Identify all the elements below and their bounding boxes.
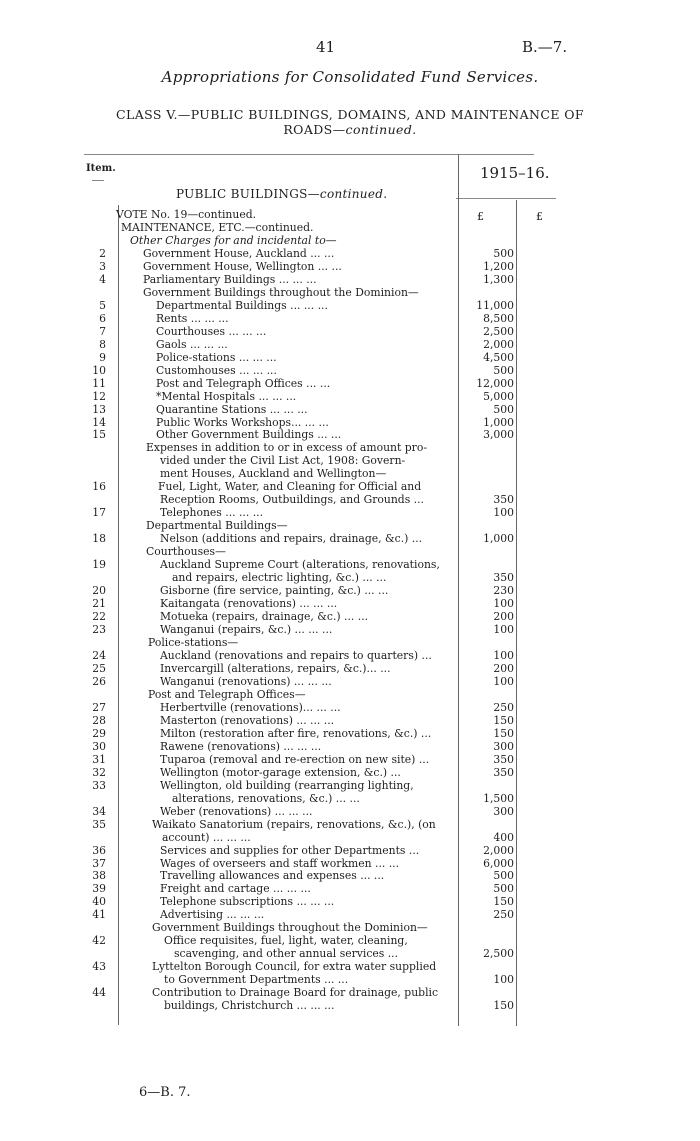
item-amount: 100 [493, 623, 514, 637]
item-amount: 350 [493, 571, 514, 585]
table-row [0, 533, 700, 545]
item-description: Gaols ... ... ... [156, 337, 228, 351]
table-row [0, 274, 700, 286]
item-description: Government Buildings throughout the Dominion— [152, 921, 428, 935]
item-number: 38 [92, 869, 106, 883]
table-row [0, 767, 700, 779]
table-row [0, 546, 700, 558]
table-row [0, 637, 700, 649]
table-row [0, 378, 700, 390]
section-heading [176, 187, 387, 201]
table-row [0, 611, 700, 623]
table-row [0, 806, 700, 818]
item-description: Weber (renovations) ... ... ... [160, 804, 313, 818]
item-amount: 150 [493, 999, 514, 1013]
item-number: 15 [92, 428, 106, 442]
page-number: 41 [316, 38, 336, 56]
item-amount: 1,000 [483, 415, 514, 429]
table-row [0, 494, 700, 506]
table-row [0, 481, 700, 493]
table-row [0, 624, 700, 636]
item-description: Wanganui (repairs, &c.) ... ... ... [160, 623, 333, 637]
table-row [0, 741, 700, 753]
item-number: 24 [92, 648, 106, 662]
table-row [0, 429, 700, 441]
item-amount: 2,500 [483, 324, 514, 338]
item-amount: 6,000 [483, 856, 514, 870]
item-amount: 250 [493, 700, 514, 714]
item-amount: 100 [493, 648, 514, 662]
item-description: MAINTENANCE, ETC.—continued. [121, 220, 314, 234]
year-column-header: 1915–16. [480, 164, 550, 182]
section-heading-suffix: continued. [319, 187, 388, 201]
table-row [0, 520, 700, 532]
item-description: Wages of overseers and staff workmen ... ... [160, 856, 400, 870]
item-description: Lyttelton Borough Council, for extra water supplied [152, 960, 437, 974]
item-number: 2 [99, 246, 106, 260]
page-title: Appropriations for Consolidated Fund Services. [161, 68, 539, 86]
item-number: 13 [92, 402, 106, 416]
item-description: Government House, Wellington ... ... [143, 259, 342, 273]
item-description: Other Charges for and incidental to— [130, 233, 337, 247]
table-row [0, 326, 700, 338]
item-description: Office requisites, fuel, light, water, cleaning, [164, 934, 408, 948]
item-description: Customhouses ... ... ... [156, 363, 277, 377]
item-description: Wanganui (renovations) ... ... ... [160, 674, 332, 688]
item-amount: 500 [493, 402, 514, 416]
item-amount: 1,500 [483, 791, 514, 805]
item-number: 12 [92, 389, 106, 403]
item-description: and repairs, electric lighting, &c.) ... ... [172, 571, 387, 585]
item-amount: 150 [493, 726, 514, 740]
item-number: 35 [92, 817, 106, 831]
item-description: Milton (restoration after fire, renovations, &c.) ... [160, 726, 432, 740]
item-number: 4 [99, 272, 106, 286]
item-column-header: Item. [86, 163, 116, 174]
item-number: 30 [92, 739, 106, 753]
table-row [0, 442, 700, 454]
item-description: Advertising ... ... ... [160, 908, 265, 922]
table-row [0, 922, 700, 934]
item-number: 25 [92, 661, 106, 675]
item-amount: 200 [493, 661, 514, 675]
item-description: Reception Rooms, Outbuildings, and Grounds ... [160, 493, 424, 507]
table-row [0, 858, 700, 870]
item-amount: 4,500 [483, 350, 514, 364]
item-description: VOTE No. 19—continued. [116, 208, 257, 221]
item-number: 36 [92, 843, 106, 857]
item-number: 11 [92, 376, 106, 390]
item-number: 41 [92, 908, 106, 922]
class-heading: CLASS V.—PUBLIC BUILDINGS, DOMAINS, AND MAINTENANCE OF [116, 107, 584, 122]
item-amount: 100 [493, 506, 514, 520]
item-number: 6 [99, 311, 106, 325]
item-number: 17 [92, 506, 106, 520]
item-amount: 2,500 [483, 947, 514, 961]
item-amount: 500 [493, 246, 514, 260]
item-number: 34 [92, 804, 106, 818]
table-row [0, 845, 700, 857]
item-header-rule [92, 180, 104, 181]
item-description: Travelling allowances and expenses ... ... [160, 869, 385, 883]
table-row [0, 222, 700, 234]
item-description: Parliamentary Buildings ... ... ... [143, 272, 317, 286]
table-row [0, 468, 700, 480]
table-row [0, 261, 700, 273]
table-row [0, 455, 700, 467]
item-description: Wellington (motor-garage extension, &c.) ... [160, 765, 401, 779]
item-number: 31 [92, 752, 106, 766]
item-number: 18 [92, 532, 106, 546]
item-number: 5 [99, 298, 106, 312]
item-amount: 300 [493, 804, 514, 818]
item-description: Government House, Auckland ... ... [143, 246, 335, 260]
item-amount: 11,000 [476, 298, 514, 312]
table-row [0, 896, 700, 908]
table-row [0, 598, 700, 610]
item-description: Herbertville (renovations)... ... ... [160, 700, 341, 714]
year-header-rule [456, 198, 556, 199]
item-description: Police-stations— [148, 636, 239, 649]
item-description: Kaitangata (renovations) ... ... ... [160, 597, 338, 611]
table-row [0, 235, 700, 247]
item-number: 28 [92, 713, 106, 727]
item-description: Invercargill (alterations, repairs, &c.)... ... [160, 661, 391, 675]
table-row [0, 832, 700, 844]
item-number: 44 [92, 986, 106, 1000]
item-number: 16 [92, 480, 106, 494]
page-signature: 6—B. 7. [139, 1085, 191, 1100]
table-row [0, 287, 700, 299]
item-amount: 5,000 [483, 389, 514, 403]
item-number: 8 [99, 337, 106, 351]
item-description: Contribution to Drainage Board for drainage, public [152, 986, 439, 1000]
item-description: Auckland Supreme Court (alterations, renovations, [160, 558, 440, 572]
item-description: ment Houses, Auckland and Wellington— [160, 467, 387, 481]
table-row [0, 961, 700, 973]
document-reference: B.—7. [522, 38, 568, 56]
item-description: Freight and cartage ... ... ... [160, 882, 311, 896]
item-amount: 230 [493, 584, 514, 598]
table-row [0, 909, 700, 921]
item-description: Rents ... ... ... [156, 311, 229, 325]
table-row [0, 248, 700, 260]
item-number: 26 [92, 674, 106, 688]
item-amount: 500 [493, 363, 514, 377]
item-description: Departmental Buildings ... ... ... [156, 298, 328, 312]
table-top-rule [84, 154, 534, 155]
item-amount: 12,000 [476, 376, 514, 390]
table-row [0, 391, 700, 403]
item-description: Courthouses— [146, 545, 226, 559]
item-description: Tuparoa (removal and re-erection on new site) ... [160, 752, 430, 766]
item-amount: 100 [493, 674, 514, 688]
table-row [0, 754, 700, 766]
table-row [0, 417, 700, 429]
item-amount: 350 [493, 765, 514, 779]
item-number: 23 [92, 623, 106, 637]
item-description: Waikato Sanatorium (repairs, renovations, &c.), (on [152, 817, 436, 831]
item-amount: 150 [493, 713, 514, 727]
table-row [0, 780, 700, 792]
item-amount: 100 [493, 973, 514, 987]
item-number: 9 [99, 350, 106, 364]
item-description: Post and Telegraph Offices ... ... [156, 376, 331, 390]
table-row [0, 313, 700, 325]
item-number: 22 [92, 610, 106, 624]
item-description: Government Buildings throughout the Dominion— [143, 285, 419, 299]
item-description: Other Government Buildings ... ... [156, 428, 342, 442]
item-description: vided under the Civil List Act, 1908: Govern- [160, 454, 406, 468]
section-heading-prefix: PUBLIC BUILDINGS— [176, 187, 320, 201]
item-description: Telephones ... ... ... [160, 506, 264, 520]
table-row [0, 883, 700, 895]
table-row [0, 948, 700, 960]
item-number: 21 [92, 597, 106, 611]
table-row [0, 352, 700, 364]
item-description: account) ... ... ... [162, 830, 251, 844]
item-amount: 350 [493, 752, 514, 766]
class-heading-suffix: continued. [345, 122, 417, 137]
table-row [0, 819, 700, 831]
item-number: 43 [92, 960, 106, 974]
item-amount: 100 [493, 597, 514, 611]
item-number: 42 [92, 934, 106, 948]
item-description: Expenses in addition to or in excess of amount pro- [146, 441, 427, 455]
currency-symbol-1: £ [477, 210, 484, 223]
item-amount: 500 [493, 869, 514, 883]
item-amount: 1,200 [483, 259, 514, 273]
item-number: 10 [92, 363, 106, 377]
item-description: Departmental Buildings— [146, 519, 288, 533]
item-description: scavenging, and other annual services ... [174, 947, 399, 961]
item-number: 27 [92, 700, 106, 714]
table-row [0, 1000, 700, 1012]
item-description: Telephone subscriptions ... ... ... [160, 895, 335, 909]
item-amount: 1,000 [483, 532, 514, 546]
table-row [0, 559, 700, 571]
item-number: 19 [92, 558, 106, 572]
item-description: Police-stations ... ... ... [156, 350, 277, 364]
item-amount: 200 [493, 610, 514, 624]
item-amount: 8,500 [483, 311, 514, 325]
table-row [0, 689, 700, 701]
table-row [0, 974, 700, 986]
item-amount: 350 [493, 493, 514, 507]
item-amount: 2,000 [483, 843, 514, 857]
class-heading-prefix: ROADS— [283, 122, 346, 137]
table-row [0, 663, 700, 675]
item-number: 39 [92, 882, 106, 896]
item-amount: 150 [493, 895, 514, 909]
item-description: Courthouses ... ... ... [156, 324, 267, 338]
item-description: alterations, renovations, &c.) ... ... [172, 791, 360, 805]
item-number: 20 [92, 584, 106, 598]
table-row [0, 987, 700, 999]
item-description: Masterton (renovations) ... ... ... [160, 713, 335, 727]
item-amount: 3,000 [483, 428, 514, 442]
item-number: 14 [92, 415, 106, 429]
table-row [0, 728, 700, 740]
table-row [0, 404, 700, 416]
item-description: Post and Telegraph Offices— [148, 687, 306, 701]
item-description: Quarantine Stations ... ... ... [156, 402, 308, 416]
item-number: 3 [99, 259, 106, 273]
item-description: Gisborne (fire service, painting, &c.) ... ... [160, 584, 389, 598]
table-row [0, 793, 700, 805]
item-number: 7 [99, 324, 106, 338]
item-description: Motueka (repairs, drainage, &c.) ... ... [160, 610, 369, 624]
item-description: Wellington, old building (rearranging lighting, [160, 778, 414, 792]
item-number: 40 [92, 895, 106, 909]
item-description: Services and supplies for other Departments ... [160, 843, 420, 857]
table-row [0, 339, 700, 351]
item-description: to Government Departments ... ... [164, 973, 349, 987]
table-row [0, 702, 700, 714]
item-amount: 250 [493, 908, 514, 922]
table-row [0, 300, 700, 312]
table-row [0, 650, 700, 662]
item-number: 32 [92, 765, 106, 779]
item-description: Fuel, Light, Water, and Cleaning for Official and [158, 480, 422, 494]
currency-symbol-2: £ [536, 210, 543, 223]
item-description: Auckland (renovations and repairs to quarters) ... [160, 648, 432, 662]
table-row [0, 935, 700, 947]
item-number: 37 [92, 856, 106, 870]
table-row [0, 715, 700, 727]
table-row [0, 507, 700, 519]
table-row [0, 572, 700, 584]
item-number: 29 [92, 726, 106, 740]
item-amount: 300 [493, 739, 514, 753]
item-amount: 1,300 [483, 272, 514, 286]
item-number: 33 [92, 778, 106, 792]
item-amount: 400 [493, 830, 514, 844]
item-amount: 500 [493, 882, 514, 896]
item-description: Rawene (renovations) ... ... ... [160, 739, 322, 753]
table-row [0, 365, 700, 377]
item-description: *Mental Hospitals ... ... ... [156, 389, 297, 403]
item-description: Nelson (additions and repairs, drainage, &c.) ... [160, 532, 423, 546]
table-row [0, 676, 700, 688]
item-description: buildings, Christchurch ... ... ... [164, 999, 335, 1013]
table-row [0, 870, 700, 882]
table-row [0, 585, 700, 597]
item-description: Public Works Workshops... ... ... [156, 415, 329, 429]
table-row [0, 209, 700, 221]
item-amount: 2,000 [483, 337, 514, 351]
class-heading-continued [0, 122, 700, 137]
